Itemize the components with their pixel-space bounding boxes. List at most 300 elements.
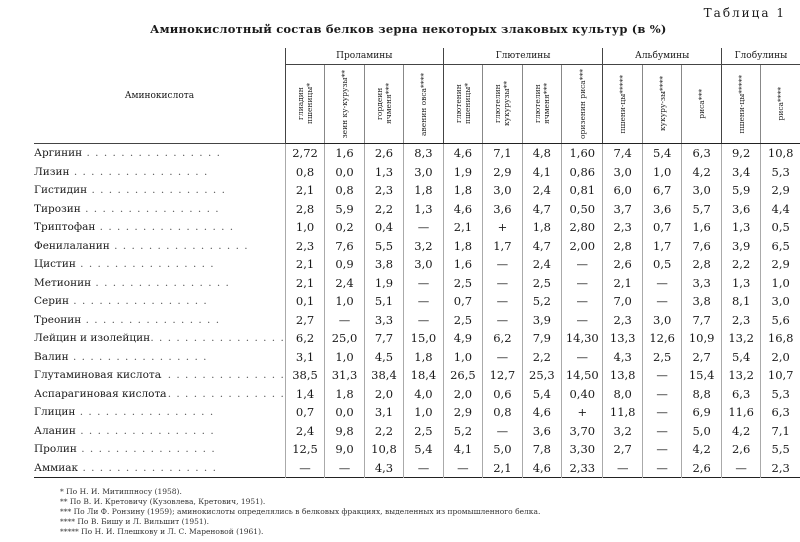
value-cell: 2,5 — [522, 274, 561, 293]
subcolumn-label: кукуру-зы**** — [657, 76, 667, 132]
value-cell: 4,3 — [603, 348, 642, 367]
value-cell: 2,7 — [285, 311, 324, 330]
value-cell: 5,4 — [404, 440, 443, 459]
amino-acid-label: Триптофан — [34, 221, 96, 234]
value-cell: 1,0 — [325, 292, 364, 311]
table-row — [34, 403, 800, 422]
value-cell: 2,3 — [364, 181, 403, 200]
value-cell: 6,5 — [761, 237, 800, 256]
leader-dots: . . . . . . . . . . . . . . . . — [95, 221, 235, 234]
value-cell: 0,50 — [562, 200, 603, 219]
value-cell: 2,5 — [443, 311, 482, 330]
table-row — [34, 459, 800, 478]
value-cell: 6,3 — [721, 385, 761, 404]
amino-acid-name — [34, 274, 285, 293]
value-cell: 4,7 — [522, 237, 561, 256]
value-cell: 0,0 — [325, 403, 364, 422]
value-cell: 0,6 — [483, 385, 522, 404]
leader-dots: . . . . . . . . . . . . . . . . — [146, 387, 285, 400]
value-cell: — — [483, 311, 522, 330]
value-cell: — — [642, 292, 681, 311]
group-header: Проламины — [285, 48, 443, 65]
value-cell: 12,7 — [483, 366, 522, 385]
amino-acid-name — [34, 181, 285, 200]
subcolumn-label: пшени-цы***** — [618, 74, 628, 134]
value-cell: 2,6 — [364, 144, 403, 163]
value-cell: — — [325, 311, 364, 330]
value-cell: 2,2 — [364, 200, 403, 219]
footnote: **** По В. Бишу и Л. Вильшит (1951). — [60, 517, 209, 526]
amino-acid-label: Глутаминовая кислота — [34, 369, 161, 382]
value-cell: 25,3 — [522, 366, 561, 385]
value-cell: 1,9 — [443, 163, 482, 182]
amino-acid-name — [34, 292, 285, 311]
value-cell: 5,5 — [761, 440, 800, 459]
leader-dots: . . . . . . . . . . . . . . . . — [146, 332, 285, 345]
value-cell: 2,8 — [682, 255, 721, 274]
table-row — [34, 274, 800, 293]
amino-acid-label: Валин — [34, 350, 69, 363]
value-cell: 3,4 — [721, 163, 761, 182]
leader-dots: . . . . . . . . . . . . . . . . — [80, 202, 220, 215]
value-cell: 4,2 — [682, 163, 721, 182]
value-cell: 2,33 — [562, 459, 603, 478]
value-cell: 2,2 — [364, 422, 403, 441]
value-cell: 5,9 — [721, 181, 761, 200]
value-cell: 2,6 — [603, 255, 642, 274]
value-cell: — — [562, 255, 603, 274]
amino-acid-label: Лизин — [34, 165, 70, 178]
value-cell: — — [562, 311, 603, 330]
value-cell: 2,3 — [721, 311, 761, 330]
value-cell: — — [562, 348, 603, 367]
value-cell: 0,8 — [483, 403, 522, 422]
amino-acid-name — [34, 403, 285, 422]
value-cell: 26,5 — [443, 366, 482, 385]
value-cell: 12,5 — [285, 440, 324, 459]
leader-dots: . . . . . . . . . . . . . . . . — [87, 184, 226, 197]
amino-acid-name — [34, 200, 285, 219]
value-cell: — — [325, 459, 364, 478]
value-cell: 4,0 — [404, 385, 443, 404]
value-cell: 3,6 — [721, 200, 761, 219]
leader-dots: . . . . . . . . . . . . . . . . — [69, 165, 209, 178]
value-cell: 0,81 — [562, 181, 603, 200]
table-row — [34, 163, 800, 182]
amino-acid-label: Пролин — [34, 443, 77, 456]
value-cell: 3,0 — [404, 163, 443, 182]
group-header: Альбумины — [603, 48, 721, 65]
value-cell: 0,7 — [642, 218, 681, 237]
value-cell: 2,4 — [325, 274, 364, 293]
table-row — [34, 440, 800, 459]
value-cell: 4,2 — [682, 440, 721, 459]
value-cell: 0,5 — [761, 218, 800, 237]
value-cell: 1,7 — [642, 237, 681, 256]
value-cell: 2,3 — [603, 311, 642, 330]
value-cell: 7,6 — [325, 237, 364, 256]
footnote: * По Н. И. Митиппносу (1958). — [60, 487, 182, 496]
table-row — [34, 255, 800, 274]
value-cell: 8,3 — [404, 144, 443, 163]
value-cell: 2,0 — [443, 385, 482, 404]
value-cell: 5,4 — [642, 144, 681, 163]
subcolumn-label: глютелин кукурузы** — [493, 81, 512, 127]
value-cell: 13,8 — [603, 366, 642, 385]
subcolumn-header — [404, 65, 443, 144]
amino-acid-name — [34, 329, 285, 348]
value-cell: 2,00 — [562, 237, 603, 256]
value-cell: 6,2 — [483, 329, 522, 348]
value-cell: 2,80 — [562, 218, 603, 237]
value-cell: 4,6 — [443, 200, 482, 219]
value-cell: 2,2 — [721, 255, 761, 274]
value-cell: 1,8 — [443, 181, 482, 200]
value-cell: 7,0 — [603, 292, 642, 311]
value-cell: 1,7 — [483, 237, 522, 256]
value-cell: 1,0 — [443, 348, 482, 367]
value-cell: 4,4 — [761, 200, 800, 219]
value-cell: 3,7 — [603, 200, 642, 219]
value-cell: 1,6 — [682, 218, 721, 237]
value-cell: 7,1 — [761, 422, 800, 441]
value-cell: 18,4 — [404, 366, 443, 385]
group-header: Глютелины — [443, 48, 603, 65]
value-cell: 1,8 — [404, 181, 443, 200]
footnote: *** По Ли Ф. Ронзину (1959); аминокислоты определялись в белковых фракциях, выделенных из промышленного белка. — [60, 507, 541, 516]
value-cell: — — [642, 440, 681, 459]
subcolumn-label: оризенин риса*** — [577, 69, 587, 139]
subcolumn-header — [285, 65, 324, 144]
value-cell: 1,4 — [285, 385, 324, 404]
group-header-row — [34, 48, 800, 65]
value-cell: 1,0 — [325, 348, 364, 367]
value-cell: 7,4 — [603, 144, 642, 163]
table-row — [34, 144, 800, 163]
table-row — [34, 311, 800, 330]
value-cell: 3,0 — [603, 163, 642, 182]
value-cell: 6,9 — [682, 403, 721, 422]
value-cell: 3,0 — [404, 255, 443, 274]
value-cell: 10,8 — [364, 440, 403, 459]
subcolumn-header — [443, 65, 482, 144]
value-cell: 3,70 — [562, 422, 603, 441]
value-cell: 0,5 — [642, 255, 681, 274]
value-cell: 1,60 — [562, 144, 603, 163]
value-cell: 7,8 — [522, 440, 561, 459]
table-row — [34, 237, 800, 256]
value-cell: 4,8 — [522, 144, 561, 163]
value-cell: — — [443, 459, 482, 478]
value-cell: 3,1 — [285, 348, 324, 367]
amino-acid-name — [34, 237, 285, 256]
value-cell: 6,3 — [761, 403, 800, 422]
value-cell: — — [642, 274, 681, 293]
value-cell: 13,2 — [721, 366, 761, 385]
value-cell: 3,3 — [364, 311, 403, 330]
leader-dots: . . . . . . . . . . . . . . . . — [81, 313, 221, 326]
value-cell: — — [642, 385, 681, 404]
value-cell: 0,1 — [285, 292, 324, 311]
value-cell: 2,4 — [522, 181, 561, 200]
value-cell: 1,0 — [404, 403, 443, 422]
value-cell: 3,9 — [522, 311, 561, 330]
value-cell: 6,0 — [603, 181, 642, 200]
value-cell: 1,0 — [285, 218, 324, 237]
value-cell: 2,7 — [603, 440, 642, 459]
value-cell: — — [603, 459, 642, 478]
value-cell: 1,9 — [364, 274, 403, 293]
value-cell: 25,0 — [325, 329, 364, 348]
leader-dots: . . . . . . . . . . . . . . . . — [75, 424, 215, 437]
table-label: Таблица 1 — [703, 6, 786, 20]
footnote: ** По В. И. Кретовичу (Кузовлева, Кретович, 1951). — [60, 497, 266, 506]
value-cell: 5,6 — [761, 311, 800, 330]
value-cell: 4,6 — [522, 459, 561, 478]
value-cell: 2,1 — [603, 274, 642, 293]
value-cell: 4,2 — [721, 422, 761, 441]
value-cell: 2,8 — [603, 237, 642, 256]
table-row — [34, 366, 800, 385]
value-cell: 10,7 — [761, 366, 800, 385]
value-cell: 31,3 — [325, 366, 364, 385]
table-row — [34, 218, 800, 237]
value-cell: 5,1 — [364, 292, 403, 311]
subcolumn-label: гордеин ячменя*** — [374, 83, 393, 125]
amino-acid-name — [34, 422, 285, 441]
subcolumn-label: риса**** — [776, 87, 786, 121]
value-cell: 3,0 — [761, 292, 800, 311]
value-cell: — — [404, 274, 443, 293]
value-cell: 3,8 — [364, 255, 403, 274]
value-cell: 3,9 — [721, 237, 761, 256]
value-cell: 8,0 — [603, 385, 642, 404]
amino-acid-header: Аминокислота — [34, 48, 285, 144]
amino-acid-label: Лейцин и изолейцин — [34, 332, 151, 345]
table-row — [34, 200, 800, 219]
amino-acid-label: Фенилаланин — [34, 239, 110, 252]
table-row — [34, 329, 800, 348]
amino-acid-label: Глицин — [34, 406, 76, 419]
value-cell: 1,8 — [404, 348, 443, 367]
table-row — [34, 181, 800, 200]
value-cell: 6,2 — [285, 329, 324, 348]
subcolumn-header — [642, 65, 681, 144]
table-row — [34, 292, 800, 311]
subcolumn-label: зеин ку-курузы** — [340, 69, 350, 139]
value-cell: 1,6 — [325, 144, 364, 163]
amino-acid-name — [34, 459, 285, 478]
value-cell: 2,1 — [483, 459, 522, 478]
value-cell: — — [404, 459, 443, 478]
value-cell: 1,8 — [522, 218, 561, 237]
subcolumn-label: глютенин пшеницы* — [453, 83, 472, 125]
value-cell: 11,6 — [721, 403, 761, 422]
value-cell: 14,50 — [562, 366, 603, 385]
value-cell: 3,1 — [364, 403, 403, 422]
value-cell: 7,6 — [682, 237, 721, 256]
table-title: Аминокислотный состав белков зерна некоторых злаковых культур (в %) — [150, 22, 667, 36]
subcolumn-header — [603, 65, 642, 144]
value-cell: — — [562, 274, 603, 293]
value-cell: 5,2 — [522, 292, 561, 311]
value-cell: 0,2 — [325, 218, 364, 237]
value-cell: 2,9 — [761, 181, 800, 200]
value-cell: 3,8 — [682, 292, 721, 311]
value-cell: 2,4 — [285, 422, 324, 441]
amino-acid-name — [34, 385, 285, 404]
value-cell: 10,8 — [761, 144, 800, 163]
value-cell: 2,1 — [285, 181, 324, 200]
leader-dots: . . . . . . . . . . . . . . . . — [68, 295, 208, 308]
amino-acid-label: Аспарагиновая кислота — [34, 387, 167, 400]
value-cell: 5,5 — [364, 237, 403, 256]
value-cell: 5,0 — [682, 422, 721, 441]
value-cell: 2,5 — [404, 422, 443, 441]
value-cell: 0,7 — [285, 403, 324, 422]
value-cell: 5,2 — [443, 422, 482, 441]
value-cell: 1,8 — [325, 385, 364, 404]
value-cell: 4,6 — [522, 403, 561, 422]
group-header: Глобулины — [721, 48, 800, 65]
value-cell: 2,3 — [285, 237, 324, 256]
value-cell: 15,4 — [682, 366, 721, 385]
value-cell: 0,0 — [325, 163, 364, 182]
value-cell: 2,4 — [522, 255, 561, 274]
amino-acid-label: Аланин — [34, 424, 76, 437]
value-cell: + — [483, 218, 522, 237]
value-cell: 0,8 — [325, 181, 364, 200]
value-cell: 7,1 — [483, 144, 522, 163]
value-cell: 1,6 — [443, 255, 482, 274]
value-cell: 3,6 — [522, 422, 561, 441]
value-cell: 2,9 — [443, 403, 482, 422]
value-cell: 0,9 — [325, 255, 364, 274]
value-cell: 1,0 — [761, 274, 800, 293]
value-cell: 7,9 — [522, 329, 561, 348]
value-cell: 5,4 — [721, 348, 761, 367]
value-cell: 10,9 — [682, 329, 721, 348]
value-cell: 8,8 — [682, 385, 721, 404]
value-cell: 3,6 — [642, 200, 681, 219]
value-cell: 1,8 — [443, 237, 482, 256]
value-cell: 2,2 — [522, 348, 561, 367]
value-cell: 2,3 — [603, 218, 642, 237]
amino-acid-name — [34, 144, 285, 163]
value-cell: 0,4 — [364, 218, 403, 237]
value-cell: 9,8 — [325, 422, 364, 441]
value-cell: 1,3 — [721, 274, 761, 293]
value-cell: 1,3 — [404, 200, 443, 219]
subcolumn-header — [325, 65, 364, 144]
value-cell: — — [483, 292, 522, 311]
value-cell: 4,1 — [522, 163, 561, 182]
value-cell: 38,4 — [364, 366, 403, 385]
value-cell: 2,0 — [761, 348, 800, 367]
value-cell: 3,2 — [603, 422, 642, 441]
value-cell: 5,0 — [483, 440, 522, 459]
value-cell: — — [721, 459, 761, 478]
value-cell: — — [404, 311, 443, 330]
value-cell: 5,7 — [682, 200, 721, 219]
leader-dots: . . . . . . . . . . . . . . . . — [109, 239, 249, 252]
amino-acid-name — [34, 218, 285, 237]
value-cell: — — [285, 459, 324, 478]
amino-acid-label: Аммиак — [34, 461, 79, 474]
value-cell: — — [483, 348, 522, 367]
value-cell: 0,86 — [562, 163, 603, 182]
amino-acid-name — [34, 440, 285, 459]
amino-acid-label: Тирозин — [34, 202, 81, 215]
bottom-rule — [34, 478, 800, 479]
value-cell: 2,1 — [443, 218, 482, 237]
value-cell: + — [562, 403, 603, 422]
leader-dots: . . . . . . . . . . . . . . . . — [76, 443, 216, 456]
value-cell: 3,0 — [642, 311, 681, 330]
leader-dots: . . . . . . . . . . . . . . . . — [75, 406, 215, 419]
value-cell: 1,3 — [721, 218, 761, 237]
value-cell: 5,3 — [761, 385, 800, 404]
subcolumn-header — [761, 65, 800, 144]
value-cell: 3,0 — [483, 181, 522, 200]
amino-acid-label: Цистин — [34, 258, 76, 271]
subcolumn-label: глютелин ячменя*** — [532, 83, 551, 125]
value-cell: 14,30 — [562, 329, 603, 348]
amino-acid-name — [34, 366, 285, 385]
table-row — [34, 385, 800, 404]
amino-acid-label: Аргинин — [34, 147, 83, 160]
value-cell: 2,72 — [285, 144, 324, 163]
value-cell: 3,3 — [682, 274, 721, 293]
value-cell: 0,7 — [443, 292, 482, 311]
value-cell: 15,0 — [404, 329, 443, 348]
value-cell: 0,8 — [285, 163, 324, 182]
value-cell: 6,7 — [642, 181, 681, 200]
leader-dots: . . . . . . . . . . . . . . . . — [91, 276, 230, 289]
bottom-rule-cell — [34, 478, 800, 479]
subcolumn-label: глиадин пшеницы* — [296, 83, 315, 125]
amino-acid-label: Серин — [34, 295, 69, 308]
value-cell: 9,2 — [721, 144, 761, 163]
value-cell: 7,7 — [364, 329, 403, 348]
value-cell: 1,3 — [364, 163, 403, 182]
table-row — [34, 348, 800, 367]
value-cell: 4,9 — [443, 329, 482, 348]
subcolumn-header — [522, 65, 561, 144]
amino-acid-label: Треонин — [34, 313, 82, 326]
value-cell: — — [562, 292, 603, 311]
table-row — [34, 422, 800, 441]
value-cell: 4,1 — [443, 440, 482, 459]
subcolumn-label: авенин овса**** — [418, 72, 428, 136]
value-cell: 5,3 — [761, 163, 800, 182]
amino-acid-label: Гистидин — [34, 184, 88, 197]
value-cell: 3,2 — [404, 237, 443, 256]
amino-acid-name — [34, 163, 285, 182]
value-cell: 2,9 — [761, 255, 800, 274]
value-cell: 2,9 — [483, 163, 522, 182]
value-cell: 4,3 — [364, 459, 403, 478]
amino-acid-name — [34, 255, 285, 274]
value-cell: 2,1 — [285, 274, 324, 293]
leader-dots: . . . . . . . . . . . . . . . . — [78, 461, 217, 474]
leader-dots: . . . . . . . . . . . . . . . . — [75, 258, 215, 271]
value-cell: 1,0 — [642, 163, 681, 182]
value-cell: 5,4 — [522, 385, 561, 404]
value-cell: — — [404, 218, 443, 237]
value-cell: — — [404, 292, 443, 311]
value-cell: 0,40 — [562, 385, 603, 404]
